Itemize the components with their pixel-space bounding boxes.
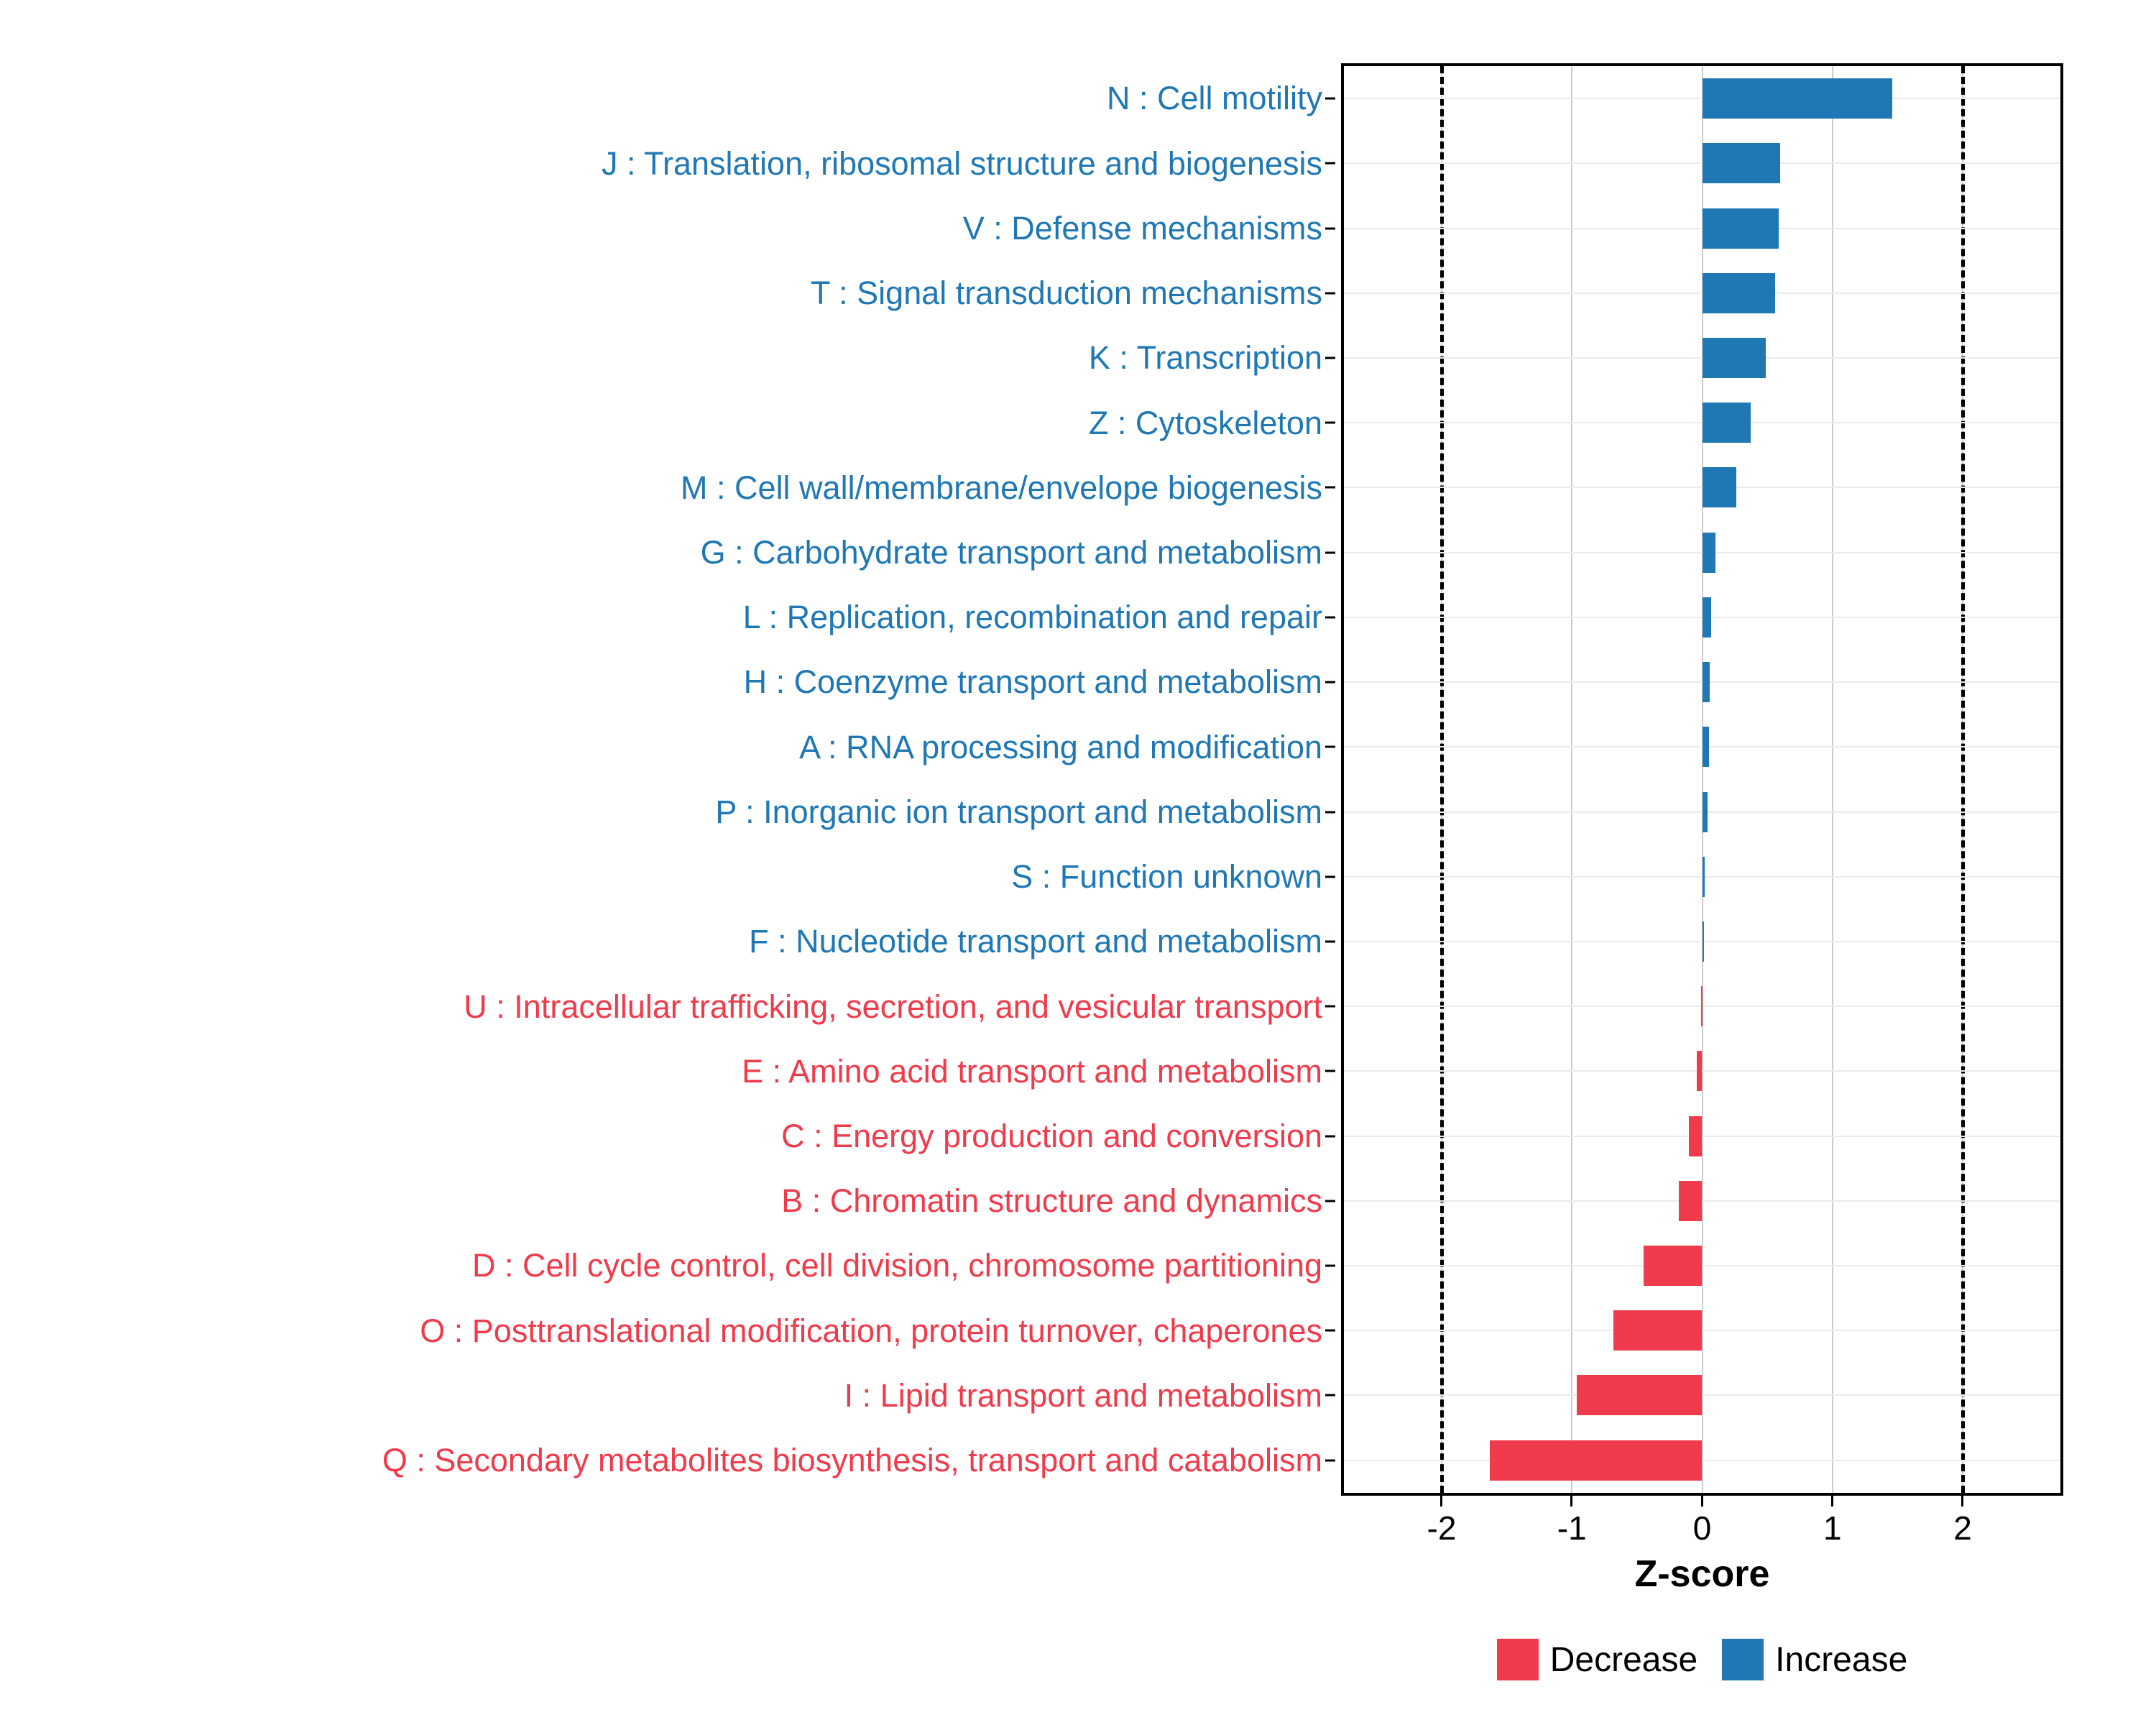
- bar-row: [1344, 520, 2060, 585]
- bar-row: [1344, 974, 2060, 1039]
- y-axis-tick: [0, 131, 1335, 196]
- y-axis-tick-mark: [1325, 875, 1335, 878]
- y-axis-tick: [0, 585, 1335, 650]
- y-axis-tick-label: D : Cell cycle control, cell division, chromosome partitioning: [472, 1247, 1322, 1284]
- bar-row: [1344, 455, 2060, 520]
- y-axis-tick-mark: [1325, 1135, 1335, 1137]
- y-axis-tick: [0, 1233, 1335, 1298]
- y-axis-tick-label: F : Nucleotide transport and metabolism: [749, 923, 1322, 960]
- bar-row: [1344, 1233, 2060, 1298]
- y-axis-tick-mark: [1325, 1265, 1335, 1267]
- x-axis-tick-mark: [1701, 1496, 1703, 1506]
- y-axis-tick: [0, 196, 1335, 260]
- legend: [1341, 1639, 2063, 1680]
- grid-line-y: [1344, 1070, 2060, 1072]
- y-axis-tick: [0, 1428, 1335, 1493]
- bar: [1490, 1440, 1702, 1481]
- y-axis-tick: [0, 520, 1335, 585]
- y-axis-tick-label: K : Transcription: [1088, 339, 1322, 377]
- bar-row: [1344, 1428, 2060, 1493]
- y-axis-tick-label: Z : Cytoskeleton: [1088, 404, 1322, 441]
- y-axis-tick-mark: [1325, 487, 1335, 489]
- grid-line-y: [1344, 1265, 2060, 1266]
- x-axis-tick-label: 0: [1692, 1509, 1712, 1547]
- y-axis-tick-mark: [1325, 1459, 1335, 1461]
- y-axis-tick-mark: [1325, 1394, 1335, 1397]
- y-axis-tick: [0, 326, 1335, 390]
- y-axis-tick-mark: [1325, 1200, 1335, 1202]
- legend-item[interactable]: [1497, 1639, 1697, 1680]
- bar-row: [1344, 1298, 2060, 1363]
- grid-line-y: [1344, 1394, 2060, 1396]
- bar-row: [1344, 261, 2060, 326]
- x-axis-tick-label: -1: [1557, 1509, 1587, 1547]
- x-axis-tick-mark: [1961, 1496, 1963, 1506]
- y-axis-tick: [0, 1169, 1335, 1233]
- bar: [1703, 402, 1751, 443]
- bar-row: [1344, 66, 2060, 131]
- y-axis-tick-mark: [1325, 98, 1335, 100]
- y-axis-labels: [0, 66, 1335, 1493]
- legend-item[interactable]: [1722, 1639, 1907, 1680]
- bar-row: [1344, 390, 2060, 455]
- plot-panel: [1341, 63, 2063, 1496]
- bar: [1703, 857, 1705, 897]
- bar: [1703, 533, 1715, 573]
- bar: [1703, 338, 1766, 378]
- x-axis-tick-label: 2: [1953, 1509, 1972, 1547]
- y-axis-tick-label: C : Energy production and conversion: [781, 1117, 1322, 1154]
- y-axis-tick-label: J : Translation, ribosomal structure and biogenesis: [601, 144, 1322, 182]
- y-axis-tick-mark: [1325, 940, 1335, 942]
- y-axis-tick-label: S : Function unknown: [1011, 858, 1322, 896]
- bar-row: [1344, 1104, 2060, 1169]
- y-axis-tick: [0, 974, 1335, 1039]
- y-axis-tick-label: N : Cell motility: [1106, 80, 1322, 117]
- y-axis-tick-label: O : Posttranslational modification, protein turnover, chaperones: [420, 1312, 1322, 1349]
- bar: [1679, 1181, 1703, 1221]
- y-axis-tick-mark: [1325, 356, 1335, 359]
- bar: [1644, 1246, 1703, 1286]
- bar-row: [1344, 650, 2060, 714]
- bar: [1703, 727, 1709, 767]
- grid-line-y: [1344, 1200, 2060, 1202]
- bar: [1703, 78, 1893, 119]
- y-axis-tick-mark: [1325, 1070, 1335, 1072]
- y-axis-tick: [0, 1298, 1335, 1363]
- y-axis-tick-label: Q : Secondary metabolites biosynthesis, transport and catabolism: [382, 1442, 1322, 1479]
- bar-row: [1344, 585, 2060, 650]
- x-axis: [1341, 1496, 2063, 1553]
- y-axis-tick-mark: [1325, 227, 1335, 229]
- y-axis-tick-mark: [1325, 811, 1335, 813]
- x-axis-tick-label: 1: [1823, 1509, 1842, 1547]
- y-axis-tick-mark: [1325, 746, 1335, 748]
- y-axis-tick: [0, 1363, 1335, 1427]
- y-axis-tick-mark: [1325, 162, 1335, 165]
- y-axis-tick-mark: [1325, 422, 1335, 424]
- bar: [1577, 1375, 1702, 1415]
- y-axis-tick-label: B : Chromatin structure and dynamics: [781, 1182, 1322, 1220]
- legend-label: Decrease: [1549, 1640, 1698, 1679]
- y-axis-tick: [0, 1104, 1335, 1169]
- bar-row: [1344, 845, 2060, 909]
- y-axis-tick: [0, 66, 1335, 131]
- y-axis-tick-label: M : Cell wall/membrane/envelope biogenesis: [681, 469, 1322, 506]
- grid-line-y: [1344, 1330, 2060, 1331]
- legend-swatch: [1497, 1639, 1539, 1680]
- grid-line-y: [1344, 1460, 2060, 1461]
- y-axis-tick: [0, 909, 1335, 974]
- bar-row: [1344, 1039, 2060, 1103]
- y-axis-tick-label: L : Replication, recombination and repair: [742, 599, 1322, 636]
- bar-series: [1344, 66, 2060, 1493]
- bar-row: [1344, 714, 2060, 779]
- bar-row: [1344, 131, 2060, 196]
- bar: [1703, 792, 1708, 832]
- x-axis-tick-mark: [1831, 1496, 1833, 1506]
- y-axis-tick-label: H : Coenzyme transport and metabolism: [743, 663, 1322, 701]
- bar: [1703, 208, 1779, 249]
- y-axis-tick-mark: [1325, 616, 1335, 618]
- bar-row: [1344, 196, 2060, 260]
- bar-row: [1344, 1169, 2060, 1233]
- y-axis-tick: [0, 1039, 1335, 1103]
- y-axis-tick-label: A : RNA processing and modification: [799, 728, 1322, 765]
- y-axis-tick-label: G : Carbohydrate transport and metabolism: [700, 534, 1322, 571]
- y-axis-tick-label: V : Defense mechanisms: [962, 209, 1322, 247]
- y-axis-tick-mark: [1325, 681, 1335, 684]
- bar: [1703, 662, 1710, 702]
- bar: [1703, 143, 1781, 183]
- bar-row: [1344, 779, 2060, 844]
- y-axis-tick-label: P : Inorganic ion transport and metabolism: [715, 793, 1322, 830]
- y-axis-tick-mark: [1325, 1006, 1335, 1008]
- y-axis-tick: [0, 261, 1335, 326]
- bar-row: [1344, 909, 2060, 974]
- bar: [1701, 986, 1703, 1026]
- y-axis-tick: [0, 714, 1335, 779]
- y-axis-tick-mark: [1325, 551, 1335, 553]
- y-axis-tick-label: U : Intracellular trafficking, secretion, and vesicular transport: [464, 988, 1322, 1025]
- y-axis-tick: [0, 650, 1335, 714]
- y-axis-tick-label: E : Amino acid transport and metabolism: [742, 1052, 1322, 1090]
- x-axis-tick-mark: [1570, 1496, 1572, 1506]
- bar-row: [1344, 1363, 2060, 1427]
- y-axis-tick: [0, 845, 1335, 909]
- legend-label: Increase: [1775, 1640, 1908, 1679]
- bar: [1703, 921, 1704, 962]
- bar: [1697, 1051, 1702, 1091]
- y-axis-tick: [0, 779, 1335, 844]
- y-axis-tick: [0, 455, 1335, 520]
- bar: [1613, 1310, 1702, 1351]
- y-axis-tick-mark: [1325, 292, 1335, 294]
- y-axis-tick-mark: [1325, 1330, 1335, 1332]
- bar: [1703, 597, 1712, 638]
- grid-line-y: [1344, 1136, 2060, 1137]
- bar: [1703, 467, 1736, 507]
- bar: [1703, 273, 1776, 313]
- y-axis-tick-label: T : Signal transduction mechanisms: [810, 275, 1322, 312]
- legend-swatch: [1722, 1639, 1764, 1680]
- y-axis-tick-label: I : Lipid transport and metabolism: [844, 1376, 1322, 1414]
- bar-row: [1344, 326, 2060, 390]
- bar: [1689, 1116, 1702, 1156]
- x-axis-title: Z-score: [1634, 1553, 1770, 1595]
- x-axis-tick-mark: [1440, 1496, 1442, 1506]
- y-axis-tick: [0, 390, 1335, 455]
- x-axis-tick-label: -2: [1427, 1509, 1457, 1547]
